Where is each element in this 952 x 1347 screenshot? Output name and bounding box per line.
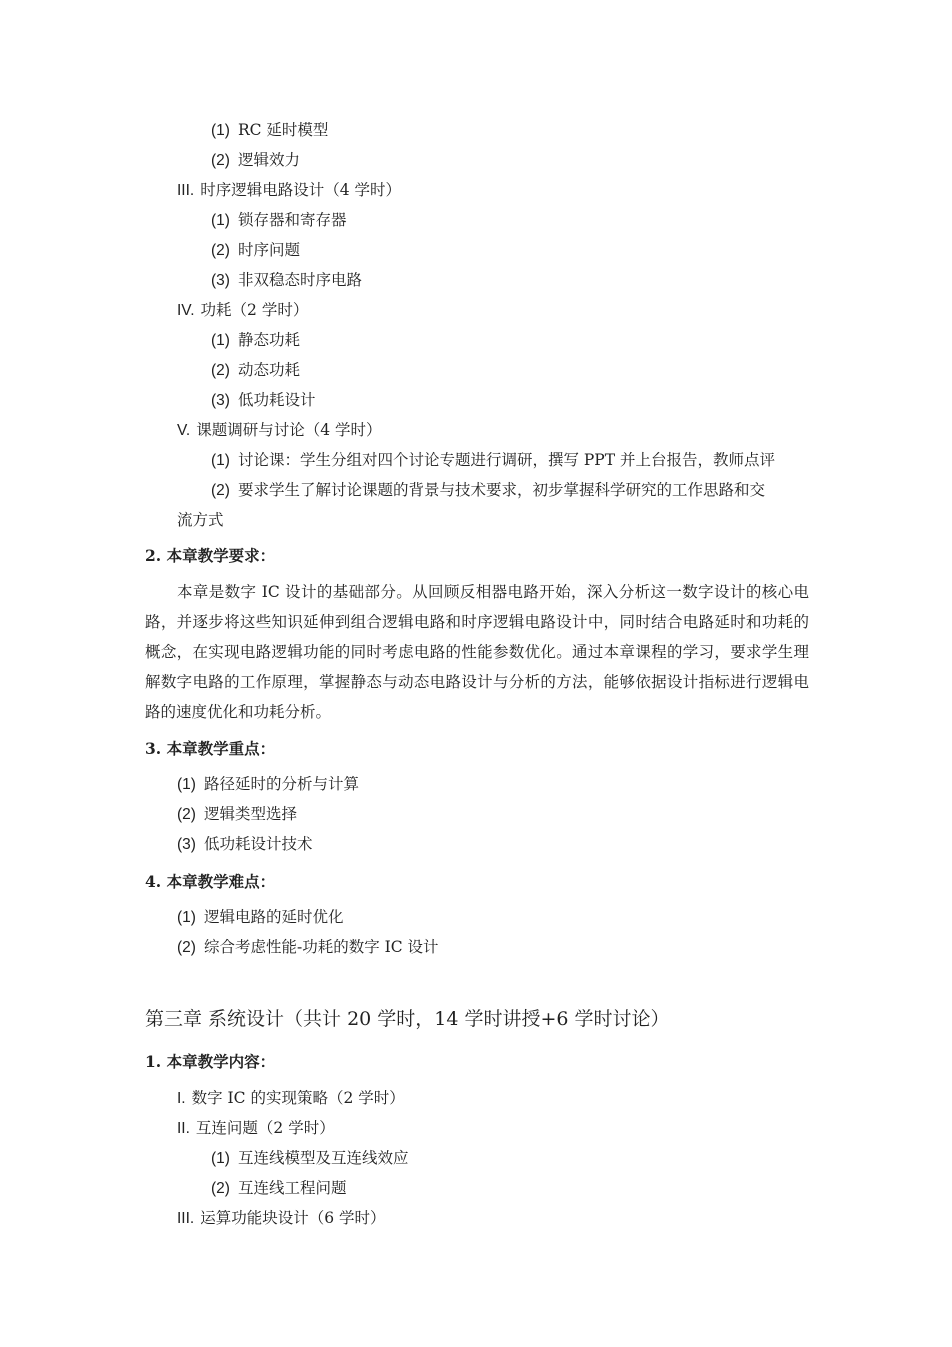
list-item: (2) 要求学生了解讨论课题的背景与技术要求，初步掌握科学研究的工作思路和交 xyxy=(211,481,765,499)
list-item: (3) 低功耗设计 xyxy=(211,391,316,409)
section-heading: IV. 功耗（2 学时） xyxy=(177,301,309,319)
list-item: (1) 逻辑电路的延时优化 xyxy=(177,908,344,926)
section-heading: V. 课题调研与讨论（4 学时） xyxy=(177,421,382,439)
list-item: (1) 互连线模型及互连线效应 xyxy=(211,1149,409,1167)
list-item: (3) 非双稳态时序电路 xyxy=(211,271,362,289)
section-heading: 4. 本章教学难点： xyxy=(145,872,276,891)
list-item: (2) 动态功耗 xyxy=(211,361,300,379)
section-heading: II. 互连问题（2 学时） xyxy=(177,1119,335,1137)
section-heading: 1. 本章教学内容： xyxy=(145,1052,276,1071)
chapter-title: 第三章 系统设计（共计 20 学时，14 学时讲授+6 学时讨论） xyxy=(145,1008,670,1030)
section-heading: III. 时序逻辑电路设计（4 学时） xyxy=(177,181,402,199)
list-item: (1) 静态功耗 xyxy=(211,331,300,349)
list-item: (2) 逻辑效力 xyxy=(211,151,300,169)
list-item: (1) 路径延时的分析与计算 xyxy=(177,775,359,793)
list-item: (2) 综合考虑性能-功耗的数字 IC 设计 xyxy=(177,938,439,956)
list-item: (2) 逻辑类型选择 xyxy=(177,805,297,823)
list-item-wrap: 流方式 xyxy=(177,511,224,529)
list-item: (2) 互连线工程问题 xyxy=(211,1179,347,1197)
list-item: (1) 讨论课：学生分组对四个讨论专题进行调研，撰写 PPT 并上台报告，教师点评 xyxy=(211,451,776,469)
list-item: (1) RC 延时模型 xyxy=(211,121,329,139)
list-item: (3) 低功耗设计技术 xyxy=(177,835,313,853)
list-item: (1) 锁存器和寄存器 xyxy=(211,211,347,229)
section-heading: III. 运算功能块设计（6 学时） xyxy=(177,1209,386,1227)
section-heading: I. 数字 IC 的实现策略（2 学时） xyxy=(177,1089,405,1107)
paragraph: 本章是数字 IC 设计的基础部分。从回顾反相器电路开始，深入分析这一数字设计的核心电路，并逐步将这些知识延伸到组合逻辑电路和时序逻辑电路设计中，同时结合电路延时和功耗的概念，在实现电路逻辑功能的同时考虑电路的性能参数优化。通过本章课程的学习，要求学生理解数字电路的工作原理，掌握静态与动态电路设计与分析的方法，能够依据设计指标进行逻辑电路的速度优化和功耗分析。 xyxy=(145,583,809,721)
section-heading: 2. 本章教学要求： xyxy=(145,546,276,565)
list-item: (2) 时序问题 xyxy=(211,241,300,259)
section-heading: 3. 本章教学重点： xyxy=(145,739,276,758)
